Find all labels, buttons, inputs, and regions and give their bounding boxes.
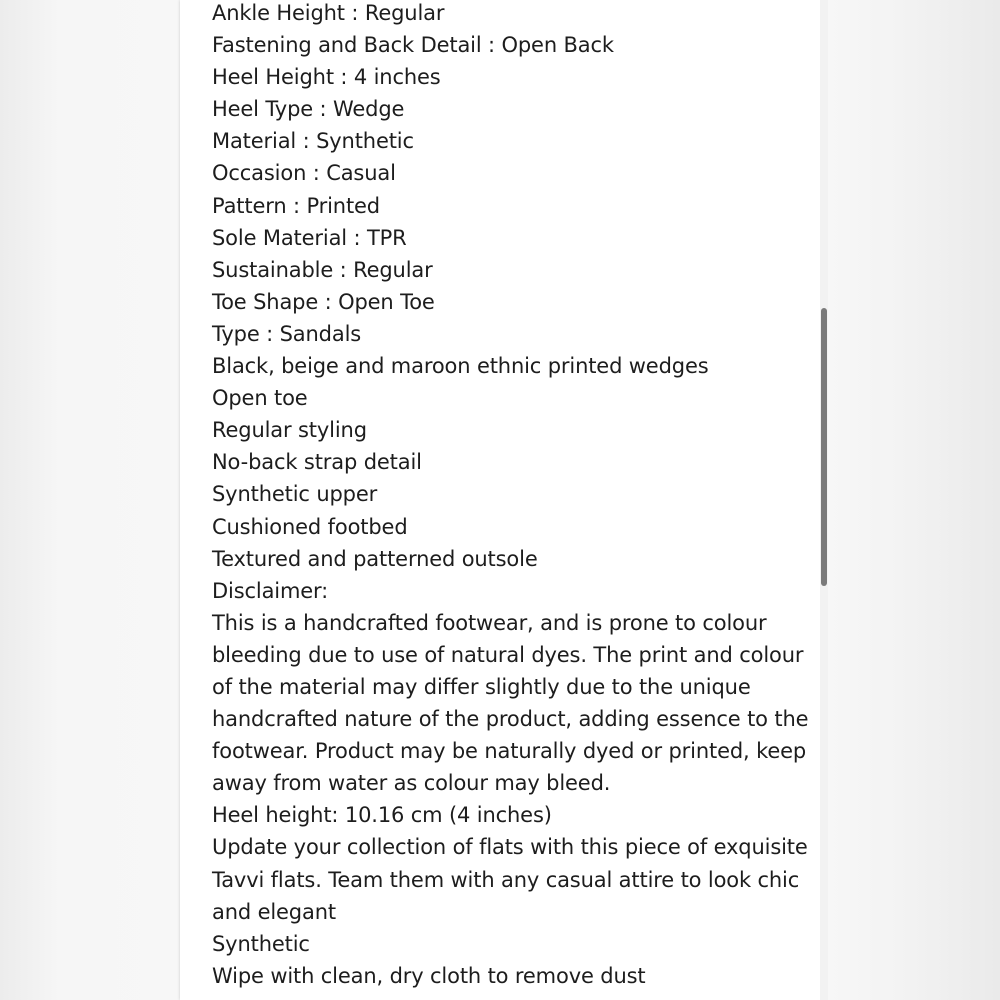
description-line: Synthetic upper: [212, 482, 378, 507]
material-line: Synthetic: [212, 931, 310, 956]
detail-line-fastening: Fastening and Back Detail : Open Back: [212, 33, 614, 58]
description-line: Regular styling: [212, 418, 367, 443]
detail-line-type: Type : Sandals: [212, 321, 362, 346]
product-details-text: [212, 0, 809, 992]
disclaimer-text-line: away from water as colour may bleed.: [212, 771, 611, 796]
disclaimer-text-line: This is a handcrafted footwear, and is prone to colour: [212, 610, 767, 635]
disclaimer-text-line: of the material may differ slightly due to the unique: [212, 674, 751, 699]
detail-line-heel-height: Heel Height : 4 inches: [212, 65, 441, 90]
marketing-text-line: Update your collection of flats with this piece of exquisite: [212, 835, 808, 860]
product-details-card: [180, 0, 820, 1000]
detail-line-occasion: Occasion : Casual: [212, 161, 396, 186]
detail-line-pattern: Pattern : Printed: [212, 193, 380, 218]
marketing-text-line: Tavvi flats. Team them with any casual attire to look chic: [212, 867, 800, 892]
detail-line-sustainable: Sustainable : Regular: [212, 257, 433, 282]
description-line: Black, beige and maroon ethnic printed wedges: [212, 354, 709, 379]
detail-line-ankle-height: Ankle Height : Regular: [212, 1, 445, 25]
detail-line-heel-type: Heel Type : Wedge: [212, 97, 405, 122]
disclaimer-heading: Disclaimer:: [212, 578, 329, 603]
disclaimer-text-line: footwear. Product may be naturally dyed or printed, keep: [212, 739, 807, 764]
description-line: No-back strap detail: [212, 450, 422, 475]
marketing-text-line: and elegant: [212, 899, 336, 924]
care-instructions-line: Wipe with clean, dry cloth to remove dust: [212, 963, 646, 988]
description-line: Textured and patterned outsole: [212, 546, 538, 571]
disclaimer-text-line: handcrafted nature of the product, adding essence to the: [212, 707, 809, 732]
description-line: Open toe: [212, 386, 308, 411]
heel-height-line: Heel height: 10.16 cm (4 inches): [212, 803, 552, 828]
detail-line-sole-material: Sole Material : TPR: [212, 225, 407, 250]
detail-line-material: Material : Synthetic: [212, 129, 414, 154]
detail-line-toe-shape: Toe Shape : Open Toe: [212, 289, 435, 314]
scrollbar-thumb[interactable]: [821, 308, 827, 586]
description-line: Cushioned footbed: [212, 514, 408, 539]
disclaimer-text-line: bleeding due to use of natural dyes. The print and colour: [212, 642, 804, 667]
